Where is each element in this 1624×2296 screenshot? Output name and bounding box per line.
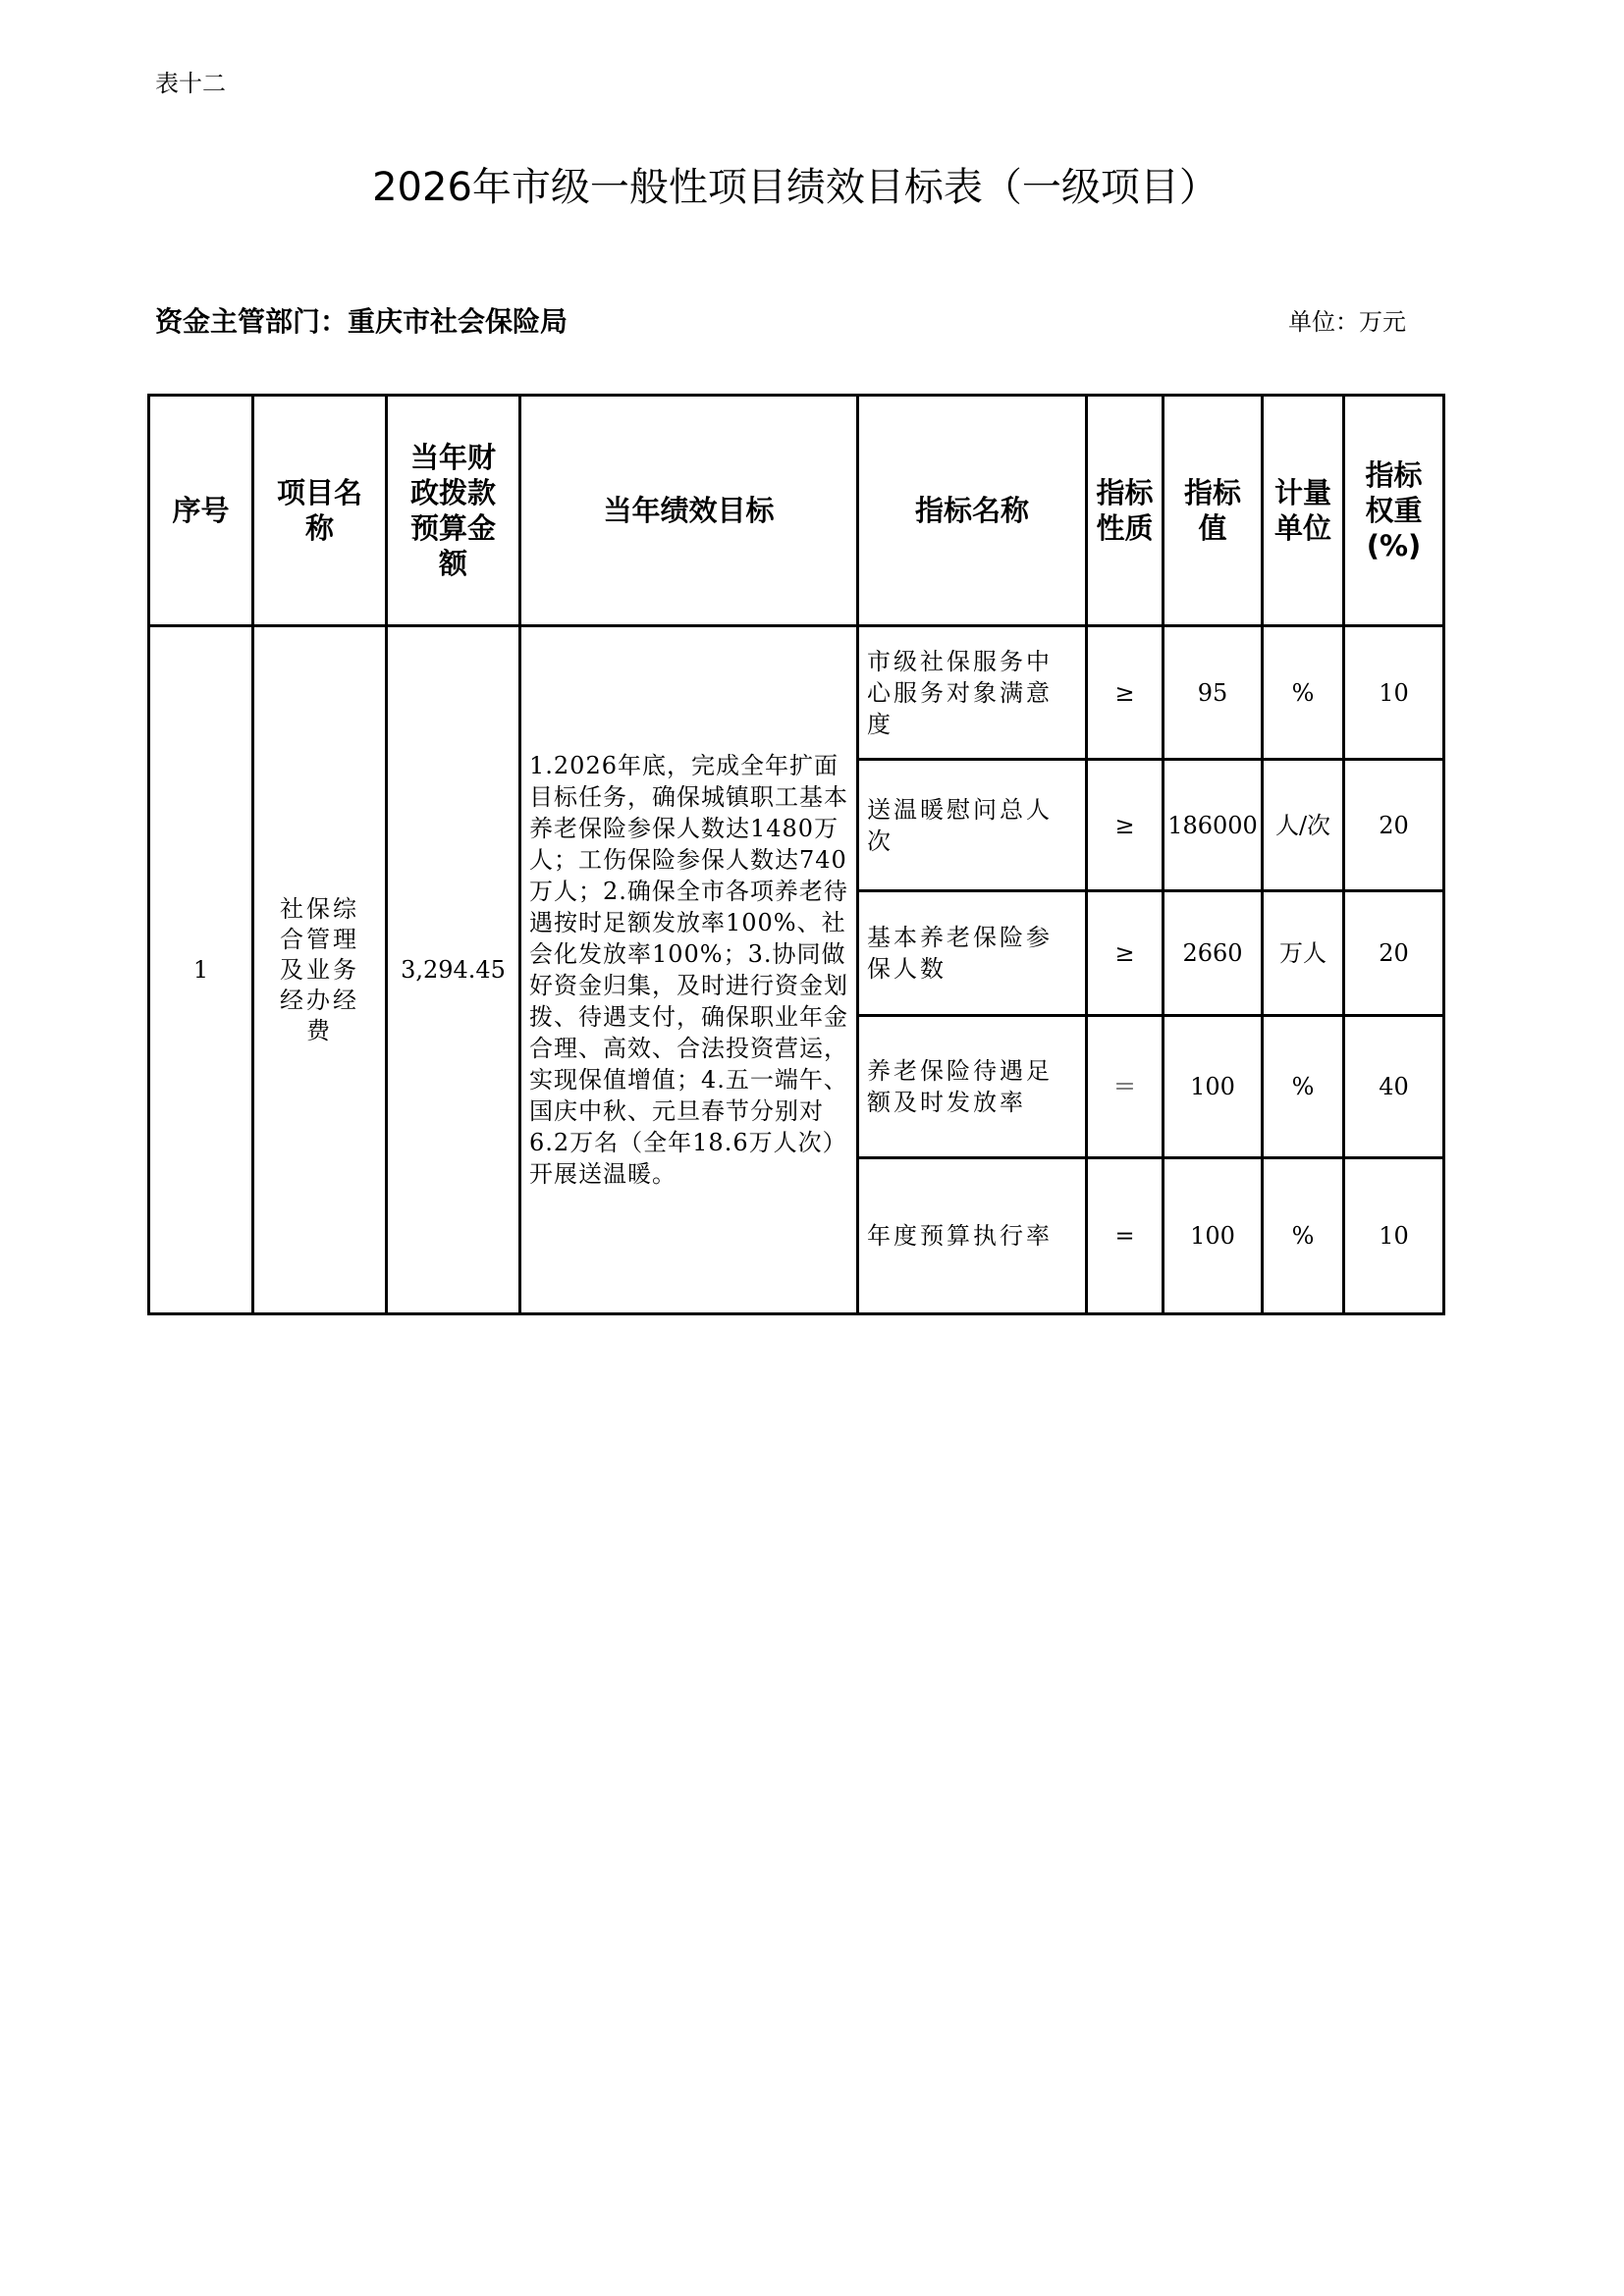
header-annual-goal: 当年绩效目标 bbox=[520, 396, 858, 626]
unit-label: 单位：万元 bbox=[1288, 308, 1406, 336]
indicator-weight: 40 bbox=[1344, 1016, 1444, 1158]
indicator-weight: 10 bbox=[1344, 626, 1444, 760]
indicator-name: 养老保险待遇足额及时发放率 bbox=[858, 1016, 1087, 1158]
indicator-value: 2660 bbox=[1164, 891, 1263, 1016]
indicator-unit: % bbox=[1263, 626, 1344, 760]
header-project-name: 项目名称 bbox=[253, 396, 387, 626]
indicator-unit: 万人 bbox=[1263, 891, 1344, 1016]
annual-goal: 1.2026年底，完成全年扩面目标任务，确保城镇职工基本养老保险参保人数达1480万人；工伤保险参保人数达740万人；2.确保全市各项养老待遇按时足额发放率100%、社会化发放率100%；3.协同做好资金归集，及时进行资金划拨、待遇支付，确保职业年金合理、高效、合法投资营运，实现保值增值；4.五一端午、国庆中秋、元旦春节分别对6.2万名（全年18.6万人次）开展送温暖。 bbox=[520, 626, 858, 1314]
header-budget-amount: 当年财政拨款预算金额 bbox=[387, 396, 520, 626]
indicator-value: 100 bbox=[1164, 1016, 1263, 1158]
table-label: 表十二 bbox=[155, 70, 226, 97]
header-indicator-nature: 指标性质 bbox=[1087, 396, 1164, 626]
header-row bbox=[149, 396, 1444, 626]
indicator-weight: 20 bbox=[1344, 760, 1444, 891]
header-indicator-weight: 指标权重(%) bbox=[1344, 396, 1444, 626]
indicator-nature: ≥ bbox=[1087, 626, 1164, 760]
page-title: 2026年市级一般性项目绩效目标表（一级项目） bbox=[372, 165, 1218, 210]
indicator-name: 基本养老保险参保人数 bbox=[858, 891, 1087, 1016]
indicator-value: 95 bbox=[1164, 626, 1263, 760]
indicator-name: 年度预算执行率 bbox=[858, 1158, 1087, 1314]
department-label: 资金主管部门：重庆市社会保险局 bbox=[155, 305, 568, 338]
indicator-unit: % bbox=[1263, 1016, 1344, 1158]
budget-amount: 3,294.45 bbox=[387, 626, 520, 1314]
header-measure-unit: 计量单位 bbox=[1263, 396, 1344, 626]
header-seq: 序号 bbox=[149, 396, 253, 626]
table-row bbox=[149, 626, 1444, 760]
indicator-weight: 20 bbox=[1344, 891, 1444, 1016]
indicator-unit: % bbox=[1263, 1158, 1344, 1314]
indicator-value: 100 bbox=[1164, 1158, 1263, 1314]
performance-goal-table bbox=[147, 394, 1445, 1315]
project-seq: 1 bbox=[149, 626, 253, 1314]
indicator-nature: ＝ bbox=[1087, 1016, 1164, 1158]
indicator-nature: ≥ bbox=[1087, 891, 1164, 1016]
indicator-value: 186000 bbox=[1164, 760, 1263, 891]
indicator-nature: = bbox=[1087, 1158, 1164, 1314]
project-name: 社保综合管理及业务经办经费 bbox=[253, 626, 387, 1314]
header-indicator-name: 指标名称 bbox=[858, 396, 1087, 626]
indicator-nature: ≥ bbox=[1087, 760, 1164, 891]
header-indicator-value: 指标值 bbox=[1164, 396, 1263, 626]
indicator-weight: 10 bbox=[1344, 1158, 1444, 1314]
indicator-name: 送温暖慰问总人次 bbox=[858, 760, 1087, 891]
indicator-name: 市级社保服务中心服务对象满意度 bbox=[858, 626, 1087, 760]
indicator-unit: 人/次 bbox=[1263, 760, 1344, 891]
